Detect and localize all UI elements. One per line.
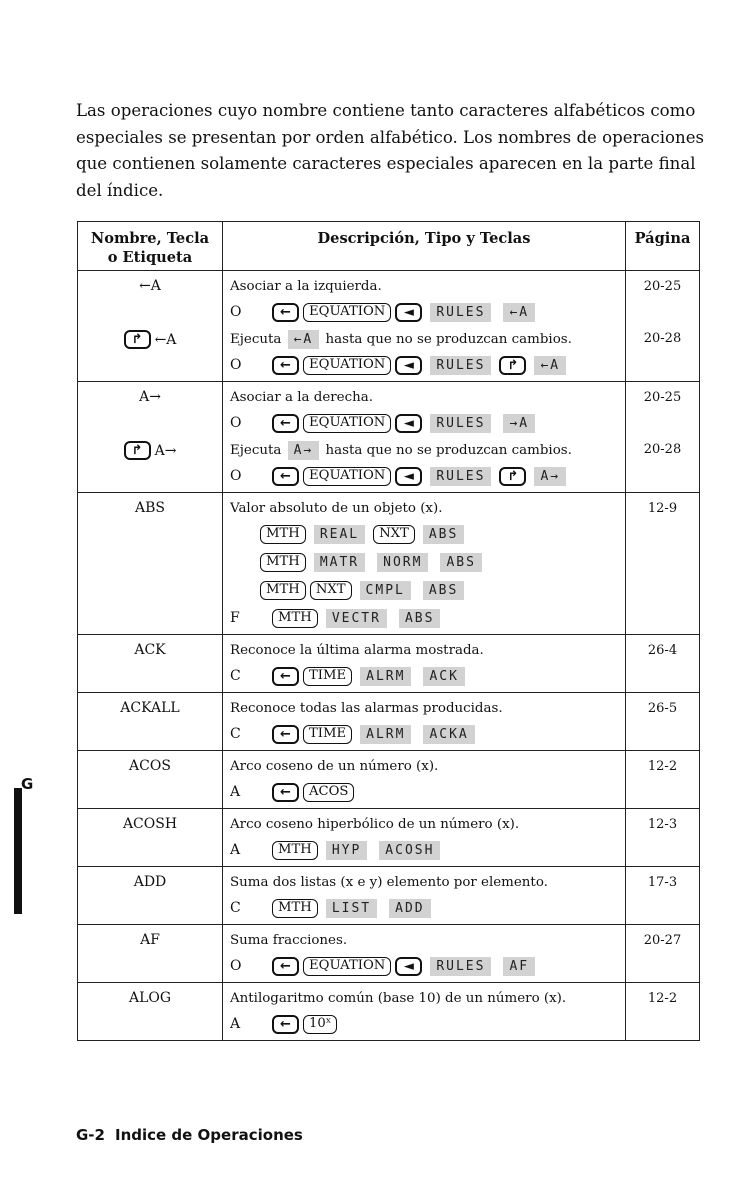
equation-key: EQUATION [303,467,391,486]
left-arrow-key: ◄ [395,356,422,375]
op-page: 26-4 [626,635,700,693]
intro-paragraph: Las operaciones cuyo nombre contiene tanto caracteres alfabéticos como especiales se presentan por orden alfabético. Los nombres de operaciones que contienen solamente caracteres especiales aparecen en la parte final del índice. [76,101,705,200]
header-description: Descripción, Tipo y Teclas [223,222,626,271]
right-shift-key: ↱ [499,356,526,375]
op-page: 12-2 [626,751,700,809]
time-key: TIME [303,667,352,686]
table-row [78,382,700,440]
op-description [223,271,626,329]
menu-label: ABS [440,553,481,572]
right-shift-key: ↱ [124,441,151,460]
key-sequence [230,522,619,546]
op-name [124,441,177,460]
type-code: A [230,1016,241,1032]
menu-label: ALRM [360,725,411,744]
menu-label: CMPL [360,581,411,600]
menu-label: RULES [430,957,491,976]
type-code: O [230,415,242,431]
op-description [223,493,626,635]
description-text: Arco coseno de un número (x). [230,759,439,774]
op-page: 20-27 [626,925,700,983]
description-text: Arco coseno hiperbólico de un número (x). [230,817,520,832]
left-arrow-key: ◄ [395,957,422,976]
op-name: ABS [78,493,223,635]
type-code: F [230,610,240,626]
description-text: hasta que no se produzcan cambios. [325,332,572,347]
op-description [223,382,626,440]
mth-key: MTH [272,609,318,628]
op-name: ACKALL [78,693,223,751]
page-footer [76,1126,303,1144]
mth-key: MTH [260,553,306,572]
left-shift-key: ← [272,303,299,322]
menu-label: LIST [326,899,377,918]
ten-power-x-key: 10ˣ [303,1015,337,1034]
right-shift-key: ↱ [499,467,526,486]
table-row [78,271,700,329]
menu-label: RULES [430,356,491,375]
menu-label: A→ [534,467,566,486]
left-shift-key: ← [272,725,299,744]
nxt-key: NXT [310,581,352,600]
key-sequence [230,1012,619,1036]
left-shift-key: ← [272,957,299,976]
description-text: Reconoce todas las alarmas producidas. [230,701,503,716]
left-shift-key: ← [272,467,299,486]
menu-label: ←A [288,330,320,349]
key-sequence [230,664,619,688]
left-shift-key: ← [272,414,299,433]
op-page: 20-28 [626,328,700,382]
menu-label: ABS [423,525,464,544]
key-sequence [230,550,619,574]
menu-label: RULES [430,467,491,486]
key-sequence [230,353,619,377]
op-page: 20-25 [626,271,700,329]
op-page: 17-3 [626,867,700,925]
menu-label: RULES [430,414,491,433]
op-description [223,983,626,1041]
op-name: AF [78,925,223,983]
equation-key: EQUATION [303,414,391,433]
op-name-text: ←A [154,331,177,348]
section-tab-letter: G [21,775,34,793]
key-sequence [230,464,619,488]
menu-label: RULES [430,303,491,322]
menu-label: ABS [399,609,440,628]
table-row [78,328,700,382]
op-page: 26-5 [626,693,700,751]
description-text: Asociar a la derecha. [230,390,373,405]
table-row [78,867,700,925]
menu-label: ←A [503,303,535,322]
right-shift-key: ↱ [124,330,151,349]
op-name: ALOG [78,983,223,1041]
op-description [223,867,626,925]
header-page: Página [626,222,700,271]
key-sequence [230,954,619,978]
table-row [78,635,700,693]
type-code: C [230,726,241,742]
table-row [78,925,700,983]
key-sequence [230,838,619,862]
menu-label: ←A [534,356,566,375]
type-code: O [230,357,242,373]
op-name: ADD [78,867,223,925]
key-sequence [230,606,619,630]
left-shift-key: ← [272,783,299,802]
operations-table [77,221,700,1041]
description-text: Ejecuta [230,332,282,347]
menu-label: MATR [314,553,365,572]
type-code: O [230,304,242,320]
menu-label: ACK [423,667,464,686]
mth-key: MTH [260,525,306,544]
left-arrow-key: ◄ [395,414,422,433]
op-page: 20-28 [626,439,700,493]
key-sequence [230,896,619,920]
acos-key: ACOS [303,783,354,802]
menu-label: HYP [326,841,367,860]
table-header [78,222,700,271]
op-page: 20-25 [626,382,700,440]
op-description [223,693,626,751]
menu-label: ACKA [423,725,474,744]
left-shift-key: ← [272,1015,299,1034]
description-text: Antilogaritmo común (base 10) de un número (x). [230,991,567,1006]
left-shift-key: ← [272,667,299,686]
key-sequence [230,722,619,746]
nxt-key: NXT [373,525,415,544]
left-arrow-key: ◄ [395,467,422,486]
menu-label: AF [503,957,535,976]
menu-label: ABS [423,581,464,600]
type-code: A [230,842,241,858]
table-row [78,439,700,493]
key-sequence [230,300,619,324]
op-description [223,925,626,983]
key-sequence [230,780,619,804]
menu-label: A→ [288,441,320,460]
equation-key: EQUATION [303,356,391,375]
menu-label: ADD [389,899,430,918]
type-code: O [230,958,242,974]
type-code: A [230,784,241,800]
description-text: Suma fracciones. [230,933,348,948]
left-arrow-key: ◄ [395,303,422,322]
description-text: Valor absoluto de un objeto (x). [230,501,443,516]
footer-page-number: G-2 [76,1126,105,1144]
header-name: Nombre, Tecla o Etiqueta [78,222,223,271]
key-sequence [230,578,619,602]
description-text: Suma dos listas (x e y) elemento por elemento. [230,875,548,890]
type-code: C [230,900,241,916]
table-row [78,493,700,635]
op-name: ←A [78,271,223,329]
op-description [223,751,626,809]
op-name: ACOSH [78,809,223,867]
op-name: ACOS [78,751,223,809]
op-description [223,439,626,493]
table-row [78,983,700,1041]
equation-key: EQUATION [303,303,391,322]
description-text: hasta que no se produzcan cambios. [325,443,572,458]
section-tab-bar [14,788,22,914]
description-text: Ejecuta [230,443,282,458]
mth-key: MTH [272,899,318,918]
op-description [223,635,626,693]
description-text: Reconoce la última alarma mostrada. [230,643,484,658]
footer-title: Indice de Operaciones [114,1126,303,1144]
op-page: 12-3 [626,809,700,867]
mth-key: MTH [260,581,306,600]
menu-label: ALRM [360,667,411,686]
op-page: 12-9 [626,493,700,635]
table-row [78,751,700,809]
menu-label: ACOSH [379,841,440,860]
menu-label: NORM [377,553,428,572]
description-text: Asociar a la izquierda. [230,279,382,294]
equation-key: EQUATION [303,957,391,976]
menu-label: REAL [314,525,365,544]
op-name: A→ [78,382,223,440]
type-code: C [230,668,241,684]
type-code: O [230,468,242,484]
op-name [124,330,177,349]
mth-key: MTH [272,841,318,860]
key-sequence [230,411,619,435]
op-name: ACK [78,635,223,693]
time-key: TIME [303,725,352,744]
op-page: 12-2 [626,983,700,1041]
table-row [78,809,700,867]
left-shift-key: ← [272,356,299,375]
op-description [223,328,626,382]
menu-label: VECTR [326,609,387,628]
menu-label: →A [503,414,535,433]
op-description [223,809,626,867]
op-name-text: A→ [154,442,177,459]
table-row [78,693,700,751]
